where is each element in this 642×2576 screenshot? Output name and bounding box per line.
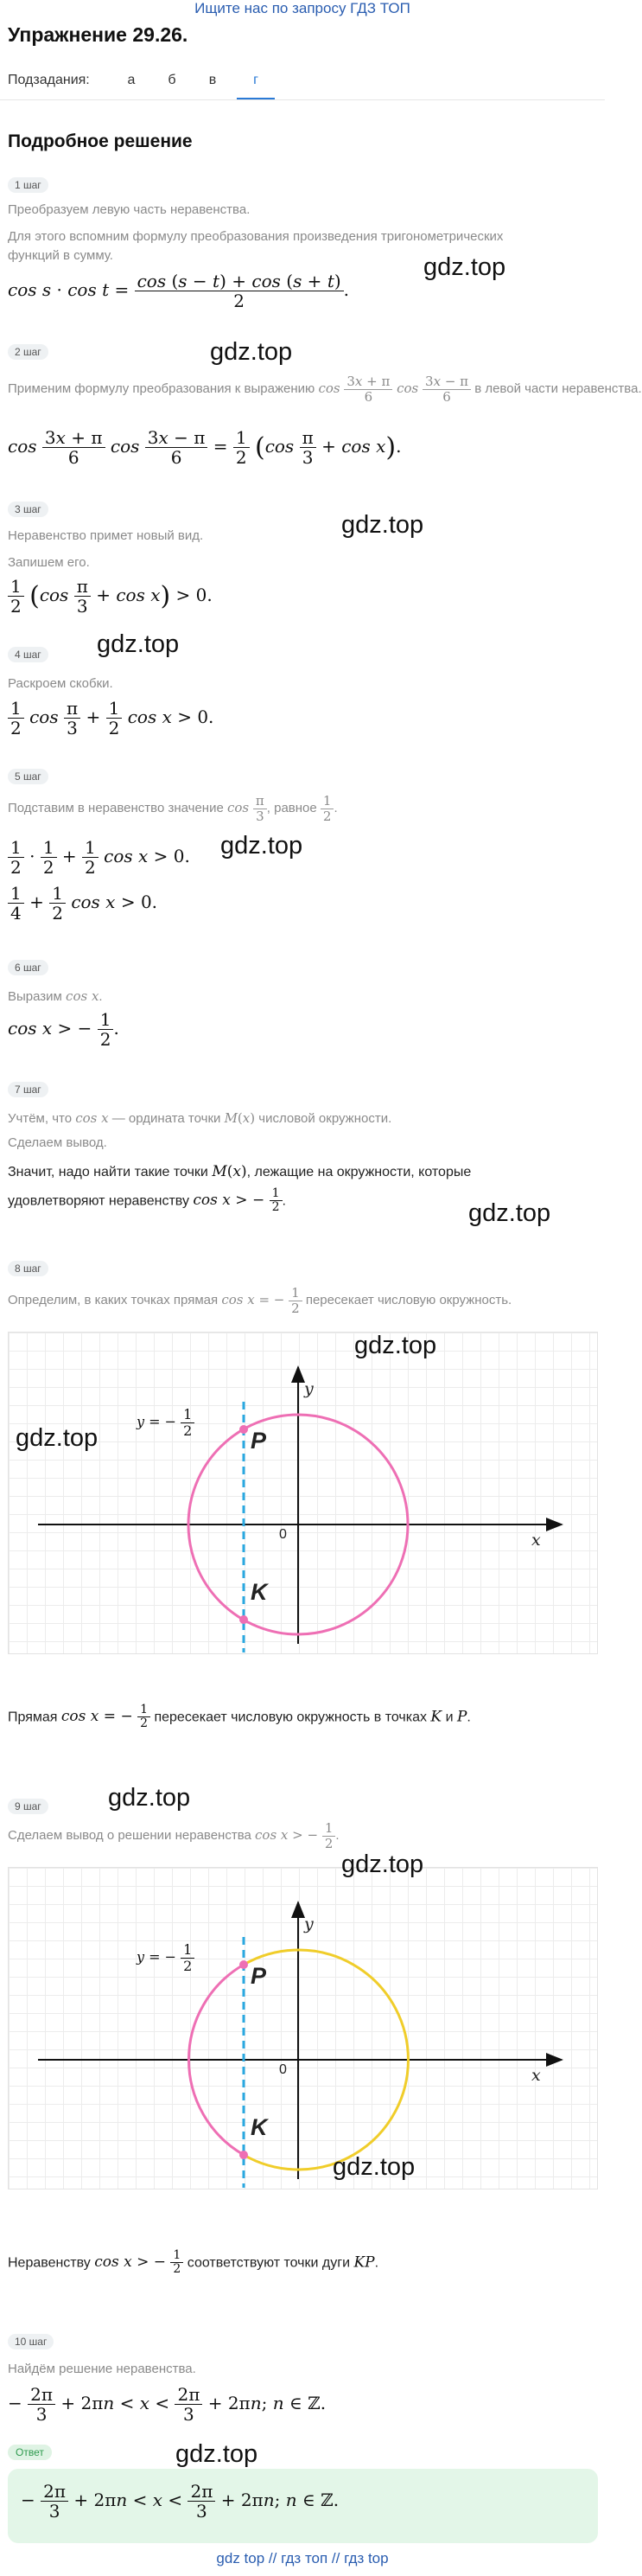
origin-label: 0: [279, 1527, 287, 1542]
step6-text: Выразим cos x.: [8, 988, 103, 1004]
y-axis-label: y: [304, 1379, 314, 1398]
point-k-label: K: [251, 2114, 268, 2140]
step-badge-10: 10 шаг: [8, 2334, 54, 2349]
watermark: gdz.top: [423, 253, 506, 281]
watermark: gdz.top: [341, 511, 424, 539]
watermark: gdz.top: [97, 630, 180, 658]
tab-b[interactable]: б: [168, 73, 176, 87]
step5-text: Подставим в неравенство значение cos $\frac{\pi}{3}$ , равное $\frac{1}{2}$ .: [8, 793, 338, 824]
tab-a[interactable]: а: [127, 73, 136, 87]
formula-step6: cos x > − $\frac{1}{2}$ .: [8, 1009, 119, 1050]
watermark: gdz.top: [354, 1332, 437, 1359]
formula-step3: $\frac{1}{2}$ (cos $\frac{\pi}{3}$ + cos x) > 0.: [8, 577, 213, 616]
step-badge-4: 4 шаг: [8, 647, 48, 662]
step7-conclusion-2: удовлетворяют неравенству cos x > − $\frac{1}{2}$ .: [8, 1186, 286, 1215]
x-axis-label: x: [531, 1531, 541, 1550]
answer-box: [8, 2469, 598, 2543]
watermark: gdz.top: [210, 338, 293, 366]
section-title: Подробное решение: [8, 131, 193, 151]
point-k-label: K: [251, 1579, 268, 1605]
step-badge-3: 3 шаг: [8, 502, 48, 517]
formula-step2: cos $\frac{3x + \pi}{6}$ cos $\frac{3x - \pi}{6}$ = $\frac{1}{2}$ (cos $\frac{\pi}{3}$ + cos x).: [8, 427, 402, 468]
point-p-label: P: [251, 1428, 267, 1454]
step3-text: Неравенство примет новый вид.: [8, 528, 204, 543]
step7-conclusion: Значит, надо найти такие точки M(x), лежащие на окружности, которые: [8, 1163, 472, 1180]
page-title: Упражнение 29.26.: [8, 23, 188, 46]
answer-formula: − $\frac{2\pi}{3}$ + 2πn < x < $\frac{2\pi}{3}$ + 2πn; n ∈ ℤ.: [21, 2481, 340, 2522]
watermark: gdz.top: [468, 1199, 551, 1227]
point-p-label: P: [251, 1963, 267, 1989]
watermark: gdz.top: [16, 1424, 99, 1452]
formula-product-to-sum: cos s · cos t = $\frac{\cos (s - t) + \cos (s + t)}{2}$ .: [8, 271, 350, 311]
unit-circle-graph-1: [8, 1332, 598, 1654]
step-badge-9: 9 шаг: [8, 1799, 48, 1814]
step7-text-2: Сделаем вывод.: [8, 1135, 107, 1150]
step4-text: Раскроем скобки.: [8, 676, 113, 691]
step9-result: Неравенству cos x > − $\frac{1}{2}$ соответствуют точки дуги KP.: [8, 2248, 379, 2277]
tab-v[interactable]: в: [208, 73, 217, 87]
step10-text: Найдём решение неравенства.: [8, 2362, 196, 2376]
watermark: gdz.top: [108, 1784, 191, 1812]
x-axis-label: x: [531, 2066, 541, 2085]
tabs-divider: [0, 99, 605, 100]
watermark: gdz.top: [341, 1851, 424, 1878]
step-badge-1: 1 шаг: [8, 177, 48, 193]
unit-circle-graph-2: [8, 1867, 598, 2189]
tab-g[interactable]: г: [253, 73, 258, 87]
step-badge-6: 6 шаг: [8, 960, 48, 975]
subtasks-label: Подзадания:: [8, 73, 90, 87]
step1-text: Преобразуем левую часть неравенства.: [8, 202, 251, 217]
step1-text-2: Для этого вспомним формулу преобразования произведения тригонометрических функций в сумму.: [8, 229, 504, 263]
step-badge-8: 8 шаг: [8, 1261, 48, 1276]
step-badge-7: 7 шаг: [8, 1082, 48, 1097]
step8-text: Определим, в каких точках прямая cos x = − $\frac{1}{2}$ пересекает числовую окружность.: [8, 1285, 512, 1316]
formula-step5a: $\frac{1}{2}$ · $\frac{1}{2}$ + $\frac{1}{2}$ cos x > 0.: [8, 838, 190, 877]
line-equation-label: y = − $\frac{1}{2}$: [137, 1942, 194, 1973]
step3-text-2: Запишем его.: [8, 555, 90, 570]
point-p-dot: [239, 1425, 248, 1434]
watermark: gdz.top: [333, 2153, 416, 2181]
watermark: gdz.top: [220, 832, 303, 860]
step-badge-5: 5 шаг: [8, 769, 48, 784]
point-p-dot: [239, 1960, 248, 1969]
answer-label: Ответ: [8, 2445, 52, 2460]
origin-label: 0: [279, 2062, 287, 2077]
point-k-dot: [239, 2151, 248, 2159]
step7-text: Учтём, что cos x — ордината точки M(x) числовой окружности.: [8, 1110, 392, 1126]
top-banner-link[interactable]: Ищите нас по запросу ГДЗ ТОП: [194, 0, 410, 16]
step9-text: Сделаем вывод о решении неравенства cos x > − $\frac{1}{2}$ .: [8, 1820, 340, 1851]
footer-links[interactable]: gdz top // гдз топ // гдз top: [216, 2550, 389, 2566]
step-badge-2: 2 шаг: [8, 344, 48, 360]
formula-step5b: $\frac{1}{4}$ + $\frac{1}{2}$ cos x > 0.: [8, 884, 157, 923]
formula-step10: − $\frac{2\pi}{3}$ + 2πn < x < $\frac{2\pi}{3}$ + 2πn; n ∈ ℤ.: [8, 2384, 327, 2425]
watermark: gdz.top: [175, 2440, 258, 2468]
y-axis-label: y: [304, 1914, 314, 1934]
active-tab-indicator: [237, 98, 275, 99]
point-k-dot: [239, 1615, 248, 1624]
step2-text: Применим формулу преобразования к выражению cos $\frac{3x + \pi}{6}$ cos $\frac{3x - \pi}{6}$ в левой части неравенства.: [8, 374, 642, 405]
step8-result: Прямая cos x = − $\frac{1}{2}$ пересекает числовую окружность в точках K и P.: [8, 1703, 471, 1731]
line-equation-label: y = − $\frac{1}{2}$: [137, 1407, 194, 1438]
formula-step4: $\frac{1}{2}$ cos $\frac{\pi}{3}$ + $\frac{1}{2}$ cos x > 0.: [8, 699, 213, 738]
